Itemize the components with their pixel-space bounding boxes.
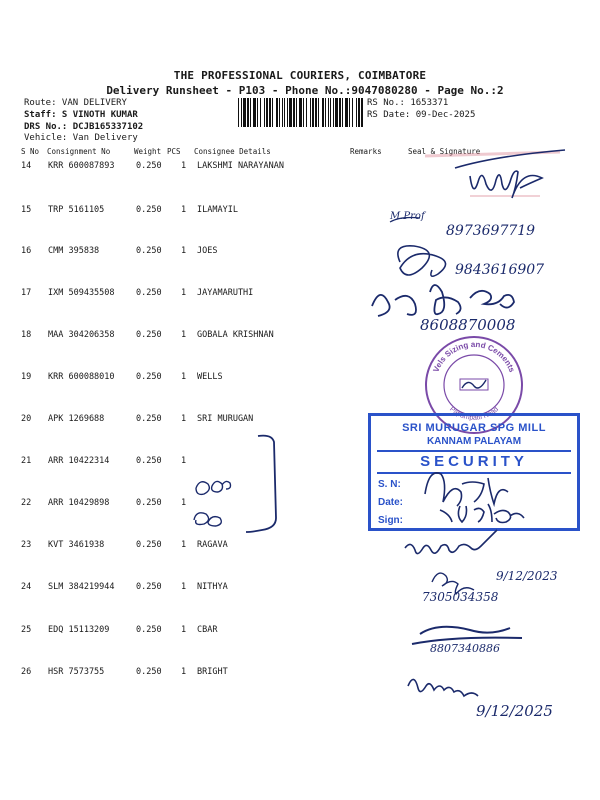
route-label: Route: VAN DELIVERY [24, 98, 127, 108]
consignment-cell: MAA 304206358 [48, 330, 115, 340]
barcode [238, 98, 364, 127]
seal-signature-icon [462, 380, 486, 388]
barcode-bar [325, 98, 326, 127]
scribble-row-21 [196, 481, 231, 494]
barcode-bar [328, 98, 329, 127]
pcs-cell: 1 [181, 667, 187, 677]
col-weight: Weight [134, 147, 162, 156]
phone-row-24: 7305034358 [422, 590, 499, 604]
consignee-cell: SRI MURUGAN [197, 414, 254, 424]
weight-cell: 0.250 [136, 330, 162, 340]
barcode-bar [269, 98, 271, 127]
barcode-bar [342, 98, 343, 127]
barcode-bar [322, 98, 324, 127]
barcode-bar [356, 98, 357, 127]
barcode-bar [241, 98, 242, 127]
weight-cell: 0.250 [136, 288, 162, 298]
runsheet-title: Delivery Runsheet - P103 - Phone No.:9047080280 - Page No.:2 [106, 84, 504, 97]
table-row [0, 540, 600, 552]
barcode-bar [238, 98, 239, 127]
pcs-cell: 1 [181, 625, 187, 635]
weight-cell: 0.250 [136, 161, 162, 171]
weight-cell: 0.250 [136, 540, 162, 550]
pcs-cell: 1 [181, 414, 187, 424]
barcode-bar [335, 98, 338, 127]
barcode-bar [310, 98, 311, 127]
barcode-bar [247, 98, 249, 127]
pcs-cell: 1 [181, 205, 187, 215]
weight-cell: 0.250 [136, 582, 162, 592]
pcs-cell: 1 [181, 540, 187, 550]
barcode-bar [284, 98, 285, 127]
barcode-bar [299, 98, 302, 127]
note-mprof: M.Prof [390, 211, 425, 222]
barcode-bar [282, 98, 283, 127]
barcode-bar [250, 98, 251, 127]
pcs-cell: 1 [181, 288, 187, 298]
barcode-bar [287, 98, 288, 127]
security-stamp [368, 413, 580, 531]
barcode-bar [279, 98, 280, 127]
col-remarks: Remarks [350, 147, 382, 156]
pcs-cell: 1 [181, 246, 187, 256]
pcs-cell: 1 [181, 456, 187, 466]
staff-label: Staff: S VINOTH KUMAR [24, 110, 138, 120]
weight-cell: 0.250 [136, 498, 162, 508]
barcode-bar [352, 98, 353, 127]
barcode-bar [349, 98, 350, 127]
barcode-bar [345, 98, 348, 127]
barcode-bar [315, 98, 317, 127]
stamp-line2: KANNAM PALAYAM [426, 436, 522, 447]
barcode-bar [306, 98, 307, 127]
consignment-cell: ARR 10429898 [48, 498, 110, 508]
weight-cell: 0.250 [136, 456, 162, 466]
consignment-cell: EDQ 15113209 [48, 625, 110, 635]
signature-row-14 [455, 150, 565, 198]
pcs-cell: 1 [181, 372, 187, 382]
consignment-cell: SLM 384219944 [48, 582, 115, 592]
barcode-bar [276, 98, 278, 127]
table-row [0, 625, 600, 637]
weight-cell: 0.250 [136, 667, 162, 677]
sno-cell: 23 [21, 540, 32, 550]
phone-row-17: 8608870008 [420, 316, 516, 334]
sno-cell: 19 [21, 372, 32, 382]
barcode-bar [318, 98, 319, 127]
barcode-bar [253, 98, 256, 127]
col-pcs: PCS [167, 147, 181, 156]
barcode-bar [330, 98, 331, 127]
consignment-cell: APK 1269688 [48, 414, 105, 424]
sno-cell: 18 [21, 330, 32, 340]
consignee-cell: CBAR [197, 625, 218, 635]
consignee-cell: BRIGHT [197, 667, 228, 677]
rs-no-label: RS No.: 1653371 [367, 98, 449, 108]
stamp-line1: SRI MURUGAR SPG MILL [402, 422, 546, 434]
weight-cell: 0.250 [136, 625, 162, 635]
barcode-bar [272, 98, 273, 127]
barcode-bar [339, 98, 341, 127]
table-row [0, 246, 600, 258]
consignee-cell: WELLS [197, 372, 223, 382]
consignee-cell: LAKSHMI NARAYANAN [197, 161, 284, 171]
sno-cell: 14 [21, 161, 32, 171]
consignee-cell: RAGAVA [197, 540, 228, 550]
pcs-cell: 1 [181, 161, 187, 171]
stamp-sign-label: Sign: [378, 515, 403, 526]
stamp-date-label: Date: [378, 497, 404, 508]
signature-row-15 [390, 218, 420, 223]
date-row-23: 9/12/2023 [496, 569, 558, 583]
consignee-cell: GOBALA KRISHNAN [197, 330, 274, 340]
sno-cell: 22 [21, 498, 32, 508]
weight-cell: 0.250 [136, 414, 162, 424]
bracket-mark [246, 436, 276, 532]
seal-place: Papampatti Road [448, 405, 500, 422]
consignment-cell: HSR 7573755 [48, 667, 105, 677]
phone-row-25: 8807340886 [430, 642, 500, 655]
barcode-bar [293, 98, 295, 127]
consignment-cell: IXM 509435508 [48, 288, 115, 298]
sno-cell: 15 [21, 205, 32, 215]
barcode-bar [361, 98, 363, 127]
stamp-line3: SECURITY [377, 450, 571, 474]
pcs-cell: 1 [181, 498, 187, 508]
barcode-bar [243, 98, 246, 127]
barcode-bar [303, 98, 304, 127]
scribble-row-22 [194, 513, 221, 526]
consignment-cell: KRR 600087893 [48, 161, 115, 171]
table-row [0, 205, 600, 217]
col-consignment: Consignment No [47, 147, 111, 156]
phone-row-15: 8973697719 [446, 223, 536, 239]
consignee-cell: NITHYA [197, 582, 228, 592]
consignment-cell: KVT 3461938 [48, 540, 105, 550]
barcode-bar [260, 98, 261, 127]
barcode-bar [358, 98, 360, 127]
weight-cell: 0.250 [136, 246, 162, 256]
barcode-bar [333, 98, 334, 127]
sno-cell: 21 [21, 456, 32, 466]
table-row [0, 582, 600, 594]
drs-label: DRS No.: DCJB165337102 [24, 122, 144, 132]
barcode-bar [264, 98, 265, 127]
sno-cell: 17 [21, 288, 32, 298]
barcode-bar [266, 98, 268, 127]
stamp-sn-label: S. N: [378, 479, 401, 490]
barcode-bar [289, 98, 292, 127]
consignment-cell: CMM 395838 [48, 246, 100, 256]
sno-cell: 25 [21, 625, 32, 635]
sno-cell: 20 [21, 414, 32, 424]
sno-cell: 24 [21, 582, 32, 592]
consignment-cell: ARR 10422314 [48, 456, 110, 466]
seal-text: Vels Sizing and Cements [431, 339, 517, 374]
date-row-26: 9/12/2025 [476, 702, 553, 720]
vehicle-label: Vehicle: Van Delivery [24, 133, 138, 143]
barcode-bar [257, 98, 258, 127]
consignment-cell: TRP 5161105 [48, 205, 105, 215]
barcode-bar [296, 98, 297, 127]
consignment-cell: KRR 600088010 [48, 372, 115, 382]
rs-date-label: RS Date: 09-Dec-2025 [367, 110, 476, 120]
barcode-bar [312, 98, 314, 127]
company-title: THE PROFESSIONAL COURIERS, COIMBATORE [173, 69, 427, 82]
table-row [0, 288, 600, 300]
weight-cell: 0.250 [136, 372, 162, 382]
table-row [0, 161, 600, 173]
weight-cell: 0.250 [136, 205, 162, 215]
pcs-cell: 1 [181, 582, 187, 592]
pcs-cell: 1 [181, 330, 187, 340]
consignee-cell: JAYAMARUTHI [197, 288, 254, 298]
consignee-cell: JOES [197, 246, 218, 256]
table-row [0, 667, 600, 679]
col-sno: S No [21, 147, 40, 156]
consignee-cell: ILAMAYIL [197, 205, 238, 215]
col-consignee: Consignee Details [194, 147, 271, 156]
sno-cell: 16 [21, 246, 32, 256]
col-seal: Seal & Signature [408, 147, 481, 156]
phone-row-16: 9843616907 [455, 262, 545, 278]
signature-row-26 [408, 679, 478, 696]
sno-cell: 26 [21, 667, 32, 677]
